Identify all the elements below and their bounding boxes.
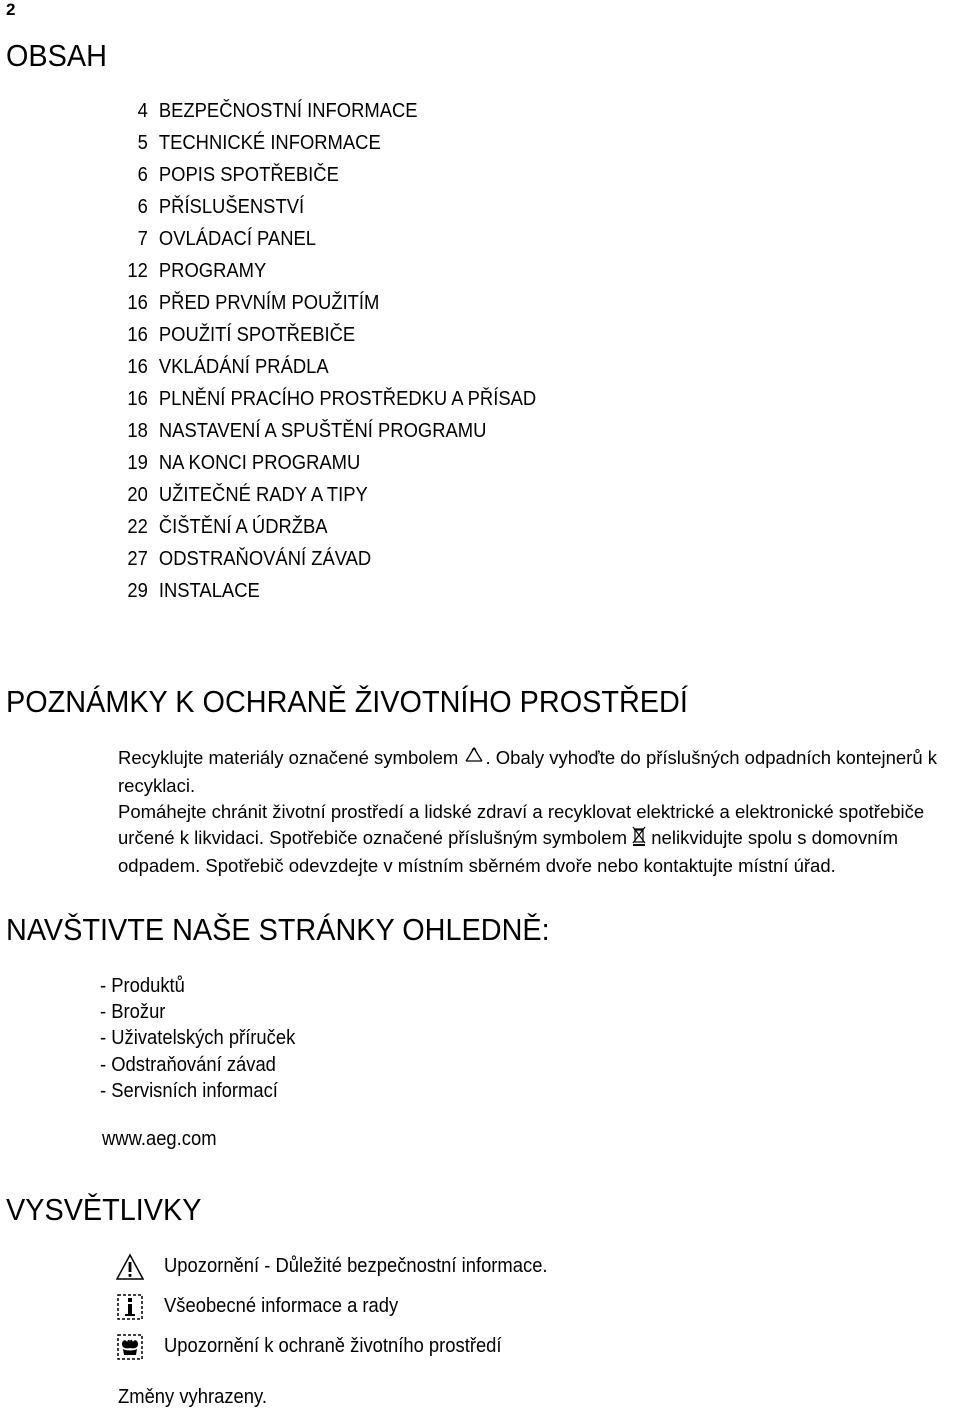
list-item: - Servisních informací <box>100 1080 278 1102</box>
environment-heading: POZNÁMKY K OCHRANĚ ŽIVOTNÍHO PROSTŘEDÍ <box>6 684 688 719</box>
visit-heading: NAVŠTIVTE NAŠE STRÁNKY OHLEDNĚ: <box>6 912 550 947</box>
toc-item[interactable]: 19 NA KONCI PROGRAMU <box>127 452 361 474</box>
toc-item[interactable]: 18 NASTAVENÍ A SPUŠTĚNÍ PROGRAMU <box>127 420 487 442</box>
toc-item[interactable]: 16 PLNĚNÍ PRACÍHO PROSTŘEDKU A PŘÍSAD <box>127 388 537 410</box>
legend-label: Všeobecné informace a rady <box>164 1295 399 1317</box>
toc-item[interactable]: 6 POPIS SPOTŘEBIČE <box>137 164 339 186</box>
list-item: - Uživatelských příruček <box>100 1027 296 1049</box>
toc-item[interactable]: 22 ČIŠTĚNÍ A ÚDRŽBA <box>127 516 328 538</box>
toc-item[interactable]: 29 INSTALACE <box>127 580 260 602</box>
list-item: - Odstraňování závad <box>100 1054 276 1076</box>
weee-paragraph: Pomáhejte chránit životní prostředí a lidské zdraví a recyklovat elektrické a elektronické spotřebiče určené k likvidaci. Spotřebiče označené příslušným symbolem nelikvidujte spolu s domovním odpadem. Spotřebič odevzdejte v místním sběrném dvoře nebo kontaktujte místní úřad. <box>118 801 925 876</box>
recycle-icon <box>463 746 485 773</box>
footer-note: Změny vyhrazeny. <box>118 1386 267 1408</box>
legend-label: Upozornění k ochraně životního prostředí <box>164 1335 502 1357</box>
toc-item[interactable]: 7 OVLÁDACÍ PANEL <box>137 228 317 250</box>
toc-item[interactable]: 12 PROGRAMY <box>127 260 267 282</box>
toc-item[interactable]: 5 TECHNICKÉ INFORMACE <box>137 132 381 154</box>
toc-item[interactable]: 6 PŘÍSLUŠENSTVÍ <box>137 196 305 218</box>
toc-item[interactable]: 16 VKLÁDÁNÍ PRÁDLA <box>127 356 329 378</box>
list-item: - Brožur <box>100 1001 166 1023</box>
recycling-paragraph: Recyklujte materiály označené symbolem . Obaly vyhoďte do příslušných odpadních kontejnerů k recyklaci. <box>118 747 938 796</box>
legend-label: Upozornění - Důležité bezpečnostní informace. <box>164 1255 548 1277</box>
legend-heading: VYSVĚTLIVKY <box>6 1192 202 1227</box>
website-link[interactable]: www.aeg.com <box>102 1128 217 1150</box>
list-item: - Produktů <box>100 975 185 997</box>
environment-text <box>118 745 958 879</box>
toc-item[interactable]: 16 PŘED PRVNÍM POUŽITÍM <box>127 292 380 314</box>
page-number: 2 <box>6 0 16 19</box>
environment-icon <box>116 1333 144 1361</box>
contents-heading: OBSAH <box>6 38 107 73</box>
info-icon <box>116 1293 144 1321</box>
toc-item[interactable]: 20 UŽITEČNÉ RADY A TIPY <box>127 484 368 506</box>
toc-item[interactable]: 16 POUŽITÍ SPOTŘEBIČE <box>127 324 356 346</box>
warning-icon <box>116 1253 144 1281</box>
crossed-bin-icon <box>632 826 646 853</box>
toc-item[interactable]: 4 BEZPEČNOSTNÍ INFORMACE <box>137 100 418 122</box>
toc-item[interactable]: 27 ODSTRAŇOVÁNÍ ZÁVAD <box>127 548 372 570</box>
